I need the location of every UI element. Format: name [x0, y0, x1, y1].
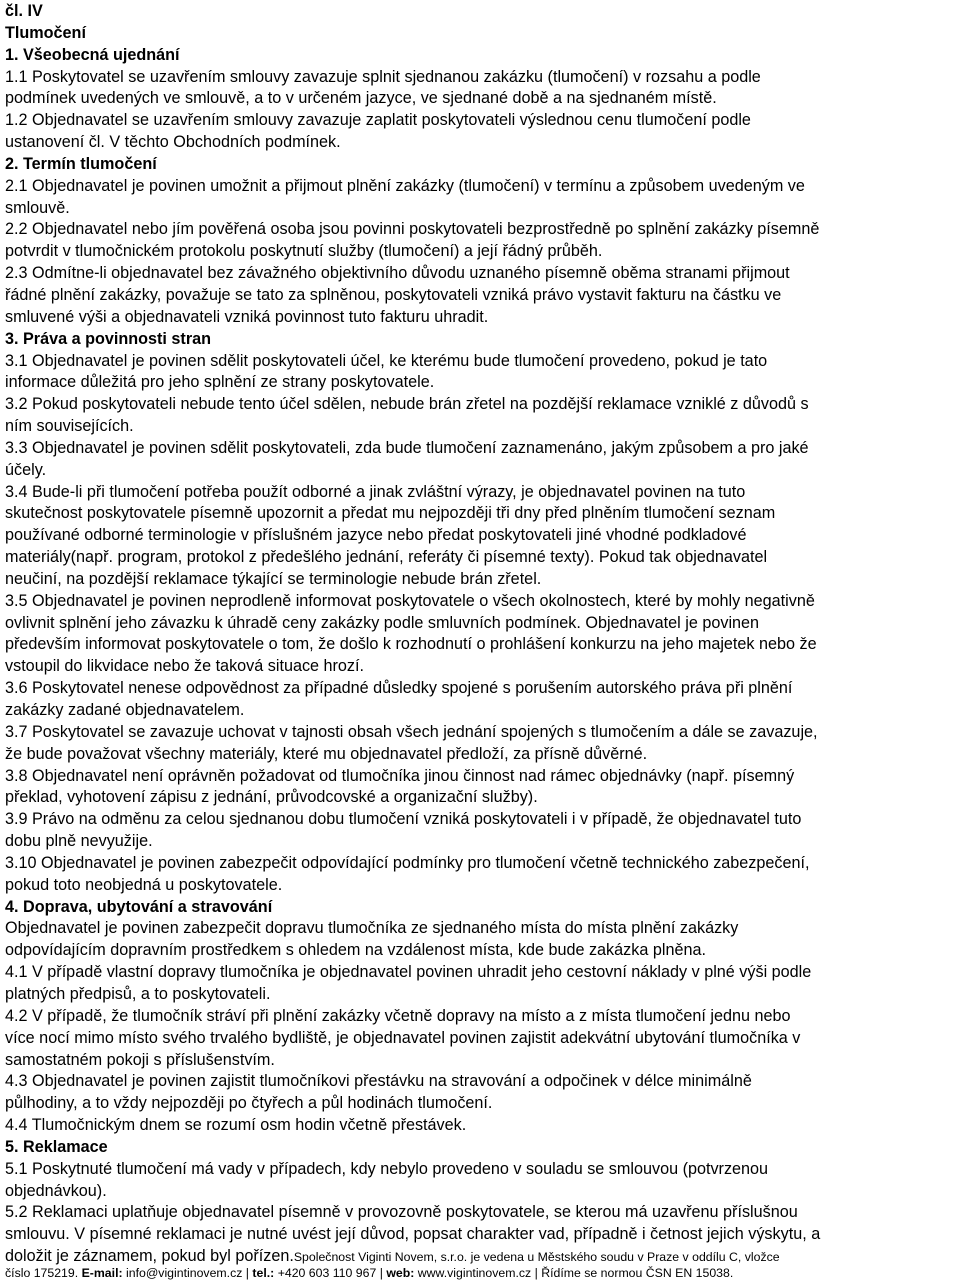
- document-body: [5, 1, 960, 1246]
- text-line: 5.2 Reklamaci uplatňuje objednavatel písemně v provozovně poskytovatele, se kterou má uzavřenu příslušnou: [5, 1203, 798, 1222]
- text-line: 3.1 Objednavatel je povinen sdělit poskytovateli účel, ke kterému bude tlumočení provedeno, pokud je tato: [5, 351, 768, 370]
- footer-line-2: [5, 1266, 960, 1281]
- text-line: 3.8 Objednavatel není oprávněn požadovat od tlumočníka jinou činnost nad rámec objednávky (např. písemný: [5, 766, 795, 785]
- section-heading: čl. IV: [5, 2, 43, 20]
- footer-line-1: Společnost Viginti Novem, s.r.o. je vedena u Městského soudu v Praze v oddílu C, vložce: [293, 1250, 780, 1265]
- text-line: ustanovení čl. V těchto Obchodních podmínek.: [5, 133, 341, 152]
- last-line-text: doložit je záznamem, pokud byl pořízen.: [5, 1247, 294, 1266]
- text-line: platných předpisů, a to poskytovateli.: [5, 984, 271, 1003]
- text-line: skutečnost poskytovatele písemně upozornit a předat mu nejpozději tři dny před plněním tlumočení seznam: [5, 504, 776, 523]
- footer-tel: +420 603 110 967 |: [274, 1265, 387, 1280]
- text-line: ním souvisejících.: [5, 417, 134, 436]
- text-line: pokud toto neobjedná u poskytovatele.: [5, 875, 283, 894]
- text-line: řádné plnění zakázky, považuje se tato za splněnou, poskytovateli vzniká právo vystavit fakturu na částku ve: [5, 285, 782, 304]
- text-line: více nocí mimo místo svého trvalého bydliště, je objednavatel povinen zajistit adekvátní ubytování tlumočníka v: [5, 1028, 801, 1047]
- text-line: 4.1 V případě vlastní dopravy tlumočníka je objednavatel povinen uhradit jeho cestovní náklady v plné výši podle: [5, 963, 812, 982]
- text-line: 3.7 Poskytovatel se zavazuje uchovat v tajnosti obsah všech jednání spojených s tlumočením a dále se zavazuje,: [5, 722, 818, 741]
- text-line: 3.3 Objednavatel je povinen sdělit poskytovateli, zda bude tlumočení zaznamenáno, jakým způsobem a pro jaké: [5, 438, 809, 457]
- text-line: vstoupil do likvidace nebo že taková situace hrozí.: [5, 657, 365, 676]
- text-line: že bude považovat všechny materiály, které mu objednavatel předloží, za přísně důvěrné.: [5, 744, 648, 763]
- text-line: smluvené výši a objednavateli vzniká povinnost tuto fakturu uhradit.: [5, 307, 489, 326]
- text-line: 4.3 Objednavatel je povinen zajistit tlumočníkovi přestávku na stravování a odpočinek v délce minimálně: [5, 1072, 752, 1091]
- text-line: 3.4 Bude-li při tlumočení potřeba použít odborné a jinak zvláštní výrazy, je objednavatel povinen na tuto: [5, 482, 746, 501]
- text-line: dobu plně nevyužije.: [5, 832, 153, 851]
- text-line: 3.6 Poskytovatel nenese odpovědnost za případné důsledky spojené s porušením autorského práva při plnění: [5, 679, 793, 698]
- footer-web[interactable]: www.vigintinovem.cz | Řídíme se normou ČSN EN 15038.: [414, 1265, 734, 1280]
- text-line: používané odborné terminologie v příslušném jazyce nebo předat poskytovateli jiné vhodné podkladové: [5, 526, 747, 545]
- text-line: smlouvu. V písemné reklamaci je nutné uvést její důvod, popsat charakter vad, případně i četnost jejich výskytu, a: [5, 1225, 821, 1244]
- text-line: 3.9 Právo na odměnu za celou sjednanou dobu tlumočení vzniká poskytovateli i v případě, že objednavatel tuto: [5, 810, 802, 829]
- footer-email-label: E-mail:: [81, 1265, 123, 1280]
- text-line: 3.5 Objednavatel je povinen neprodleně informovat poskytovatele o všech okolnostech, které by mohly negativně: [5, 591, 815, 610]
- text-line: informace důležitá pro jeho splnění ze strany poskytovatele.: [5, 373, 435, 392]
- text-line: materiály(např. program, protokol z předešlého jednání, referáty či písemné texty). Pokud tak objednavatel: [5, 548, 768, 567]
- footer-email[interactable]: info@vigintinovem.cz |: [122, 1265, 253, 1280]
- text-line: 5.1 Poskytnuté tlumočení má vady v případech, kdy nebylo provedeno v souladu se smlouvou (potvrzenou: [5, 1159, 769, 1178]
- text-line: 4.4 Tlumočnickým dnem se rozumí osm hodin včetně přestávek.: [5, 1116, 467, 1135]
- text-line: především informovat poskytovatele o tom, že došlo k rozhodnutí o prohlášení konkurzu na jeho majetek nebo že: [5, 635, 817, 654]
- text-line: odpovídajícím dopravním prostředkem s ohledem na vzdálenost místa, kde bude zakázka plněna.: [5, 941, 706, 960]
- section-heading: 4. Doprava, ubytování a stravování: [5, 897, 273, 916]
- section-heading: 3. Práva a povinnosti stran: [5, 329, 212, 348]
- footer-web-label: web:: [386, 1265, 415, 1280]
- text-line: účely.: [5, 460, 47, 479]
- text-line: 3.2 Pokud poskytovateli nebude tento účel sdělen, nebude brán zřetel na pozdější reklamace vzniklé z důvodů s: [5, 395, 809, 414]
- text-line: 4.2 V případě, že tlumočník stráví při plnění zakázky včetně dopravy na místo a z místa tlumočení jednu nebo: [5, 1006, 791, 1025]
- footer-tel-label: tel.:: [252, 1265, 275, 1280]
- text-line: 2.2 Objednavatel nebo jím pověřená osoba jsou povinni poskytovateli bezprostředně po splnění zakázky písemně: [5, 220, 820, 239]
- text-line: překlad, vyhotovení zápisu z jednání, průvodcovské a organizační služby).: [5, 788, 538, 807]
- text-line: 2.3 Odmítne-li objednavatel bez závažného objektivního důvodu uznaného písemně oběma stranami přijmout: [5, 264, 790, 283]
- text-line: 3.10 Objednavatel je povinen zabezpečit odpovídající podmínky pro tlumočení včetně technického zabezpečení,: [5, 853, 810, 872]
- text-line: neučiní, na pozdější reklamace týkající se terminologie nebude brán zřetel.: [5, 569, 542, 588]
- text-line: půlhodiny, a to vždy nejpozději po čtyřech a půl hodinách tlumočení.: [5, 1094, 493, 1113]
- text-line: 1.2 Objednavatel se uzavřením smlouvy zavazuje zaplatit poskytovateli výslednou cenu tlumočení podle: [5, 111, 751, 130]
- text-line: objednávkou).: [5, 1181, 107, 1200]
- footer-company-number: číslo 175219.: [5, 1265, 82, 1280]
- text-line: ovlivnit splnění jeho závazku k úhradě ceny zakázky podle smluvních podmínek. Objednavatel je povinen: [5, 613, 760, 632]
- last-line: [5, 1246, 960, 1268]
- text-line: 2.1 Objednavatel je povinen umožnit a přijmout plnění zakázky (tlumočení) v termínu a způsobem uvedeným ve: [5, 176, 805, 195]
- section-heading: Tlumočení: [5, 23, 86, 42]
- text-line: potvrdit v tlumočnickém protokolu poskytnutí služby (tlumočení) a její řádný průběh.: [5, 242, 603, 261]
- text-line: Objednavatel je povinen zabezpečit dopravu tlumočníka ze sjednaného místa do místa plnění zakázky: [5, 919, 739, 938]
- text-line: 1.1 Poskytovatel se uzavřením smlouvy zavazuje splnit sjednanou zakázku (tlumočení) v rozsahu a podle: [5, 67, 761, 86]
- text-line: podmínek uvedených ve smlouvě, a to v určeném jazyce, ve sjednané době a na sjednaném místě.: [5, 89, 717, 108]
- section-heading: 1. Všeobecná ujednání: [5, 45, 180, 64]
- text-line: samostatném pokoji s příslušenstvím.: [5, 1050, 275, 1069]
- section-heading: 2. Termín tlumočení: [5, 154, 157, 173]
- text-line: zakázky zadané objednavatelem.: [5, 701, 245, 719]
- section-heading: 5. Reklamace: [5, 1137, 108, 1156]
- text-line: smlouvě.: [5, 198, 70, 217]
